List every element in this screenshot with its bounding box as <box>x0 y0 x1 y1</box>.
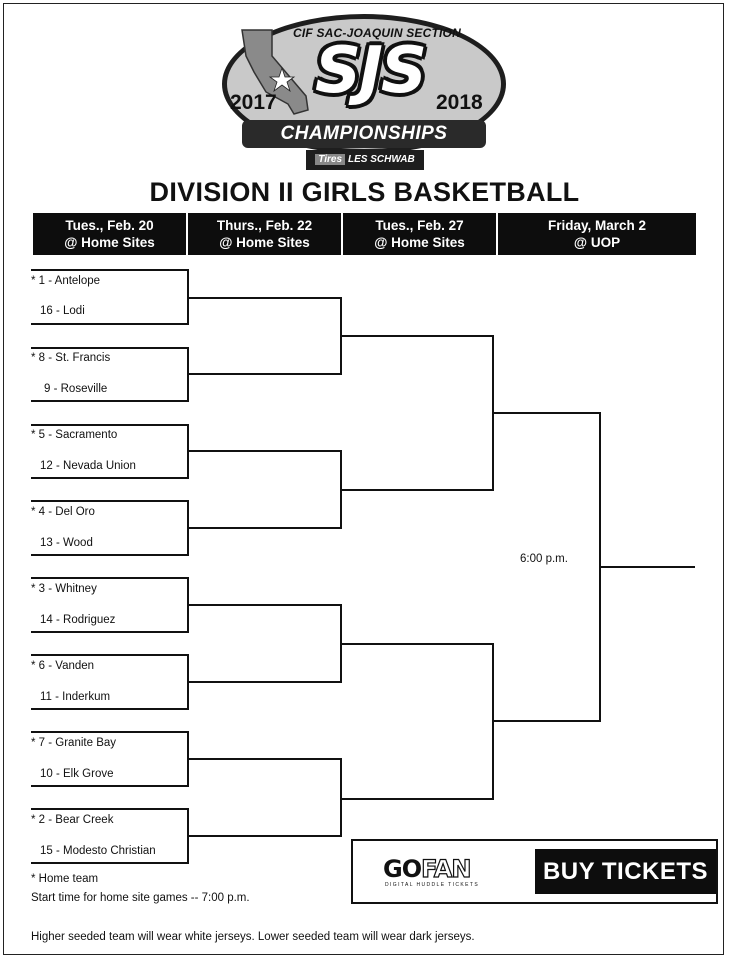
gofan-fan: FAN <box>421 855 471 883</box>
gofan-logo <box>383 857 503 889</box>
gofan-go: GO <box>383 855 422 883</box>
bracket-final <box>493 413 600 721</box>
sponsor-mark: Tires <box>315 154 345 165</box>
team-slot: * 3 - Whitney <box>31 583 97 595</box>
team-slot: 14 - Rodriguez <box>40 614 116 626</box>
bracket-r2-game-1 <box>188 298 341 374</box>
round-4-venue: @ UOP <box>573 235 621 250</box>
team-slot: 13 - Wood <box>40 537 93 549</box>
tickets-banner[interactable] <box>351 839 718 904</box>
team-slot: 16 - Lodi <box>40 305 85 317</box>
logo-acronym: SJS <box>315 34 425 108</box>
gofan-tagline: DIGITAL HUDDLE TICKETS <box>385 882 480 888</box>
round-3-venue: @ Home Sites <box>374 235 465 250</box>
round-4-date: Friday, March 2 <box>547 218 647 233</box>
team-slot: * 1 - Antelope <box>31 275 101 287</box>
bracket-r2-game-3 <box>188 605 341 682</box>
team-slot: 12 - Nevada Union <box>40 460 136 472</box>
bracket-r3-game-1 <box>341 336 493 490</box>
logo-section-name: CIF SAC-JOAQUIN SECTION <box>293 26 461 40</box>
team-slot: * 6 - Vanden <box>31 660 95 672</box>
team-slot: 9 - Roseville <box>44 383 108 395</box>
round-3-date: Tues., Feb. 27 <box>375 218 464 233</box>
team-slot: * 2 - Bear Creek <box>31 814 114 826</box>
logo-year-end: 2018 <box>436 91 483 114</box>
jersey-note: Higher seeded team will wear white jerseys. Lower seeded team will wear dark jerseys. <box>31 931 475 943</box>
team-slot: * 7 - Granite Bay <box>31 737 117 749</box>
team-slot: * 8 - St. Francis <box>31 352 111 364</box>
sponsor-name: LES SCHWAB <box>348 154 415 165</box>
final-game-time: 6:00 p.m. <box>520 553 568 565</box>
bracket-r2-game-2 <box>188 451 341 528</box>
round-2-venue: @ Home Sites <box>219 235 310 250</box>
round-1-date: Tues., Feb. 20 <box>65 218 154 233</box>
team-slot: * 4 - Del Oro <box>31 506 95 518</box>
gofan-wordmark <box>383 857 470 881</box>
bracket-r2-game-4 <box>188 759 341 836</box>
team-slot: 15 - Modesto Christian <box>40 845 156 857</box>
round-1-venue: @ Home Sites <box>64 235 155 250</box>
round-2-date: Thurs., Feb. 22 <box>216 218 313 233</box>
team-slot: 10 - Elk Grove <box>40 768 114 780</box>
logo-year-start: 2017 <box>230 91 277 114</box>
bracket-r3-game-2 <box>341 644 493 799</box>
page-title: DIVISION II GIRLS BASKETBALL <box>149 177 580 207</box>
buy-tickets-button[interactable]: BUY TICKETS <box>535 849 716 894</box>
logo-event: CHAMPIONSHIPS <box>242 120 486 148</box>
team-slot: 11 - Inderkum <box>40 691 111 703</box>
start-time-note: Start time for home site games -- 7:00 p.m. <box>31 892 250 904</box>
team-slot: * 5 - Sacramento <box>31 429 118 441</box>
home-team-note: * Home team <box>31 873 99 885</box>
